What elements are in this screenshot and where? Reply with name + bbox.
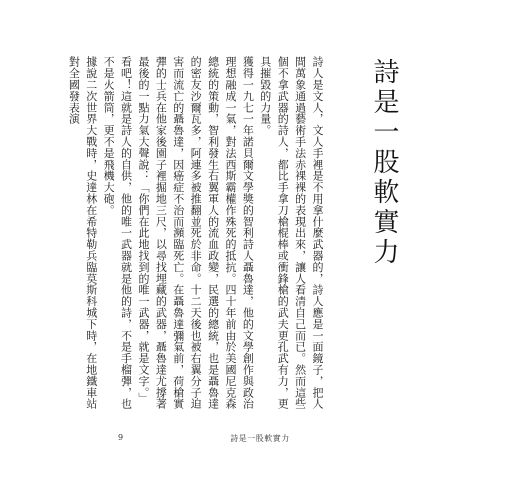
page-footer [0, 433, 520, 449]
body-text [67, 56, 326, 416]
running-title: 詩是一股軟實力 [230, 434, 290, 443]
paragraph: 看吧！這就是詩人的自供，他的唯一武器就是他的詩，不是手榴彈，也不是火箭筒，更不是飛機大砲。 [102, 56, 133, 410]
paragraph: 據說二次世界大戰時，史達林在希特勒兵臨莫斯科城下時，在地鐵車站對全國發表演 [67, 56, 98, 410]
paragraph: 獲得一九七一年諾貝爾文學獎的智利詩人聶魯達，他的文學創作與政治理想融成一氣，對法西斯霸權作殊死的抵抗。四十年前由於美國尼克森總統的策動，智利發生右翼軍人的流血政變，民選的總統，也是聶魯達的密友沙爾瓦多，阿連多被推翻並死於非命。十二天後也被右翼分子迫害而流亡的聶魯達，因癌症不治而瀕臨死亡。在聶魯達彌氣前，荷槍實彈的士兵在他家後園子裡掘地三尺，以尋找埋藏的武器，聶魯達尤撐著最後的一點力氣大聲說：「你們在此地找到的唯一武器，就是文字。」 [136, 56, 255, 410]
page-number: 9 [118, 433, 124, 442]
paragraph: 詩人是文人，文人手裡是不用拿什麼武器的，詩人應是一面鏡子，把人間萬象通過藝術手法赤裸裸的表現出來，讓人看清自己而已。然而這些個不拿武器的詩人，都比手拿刀槍棍棒或衝鋒槍的武夫更孔武有力，更具摧毀的力量。 [258, 56, 324, 410]
chapter-title: 詩是一股軟實力 [369, 58, 399, 268]
